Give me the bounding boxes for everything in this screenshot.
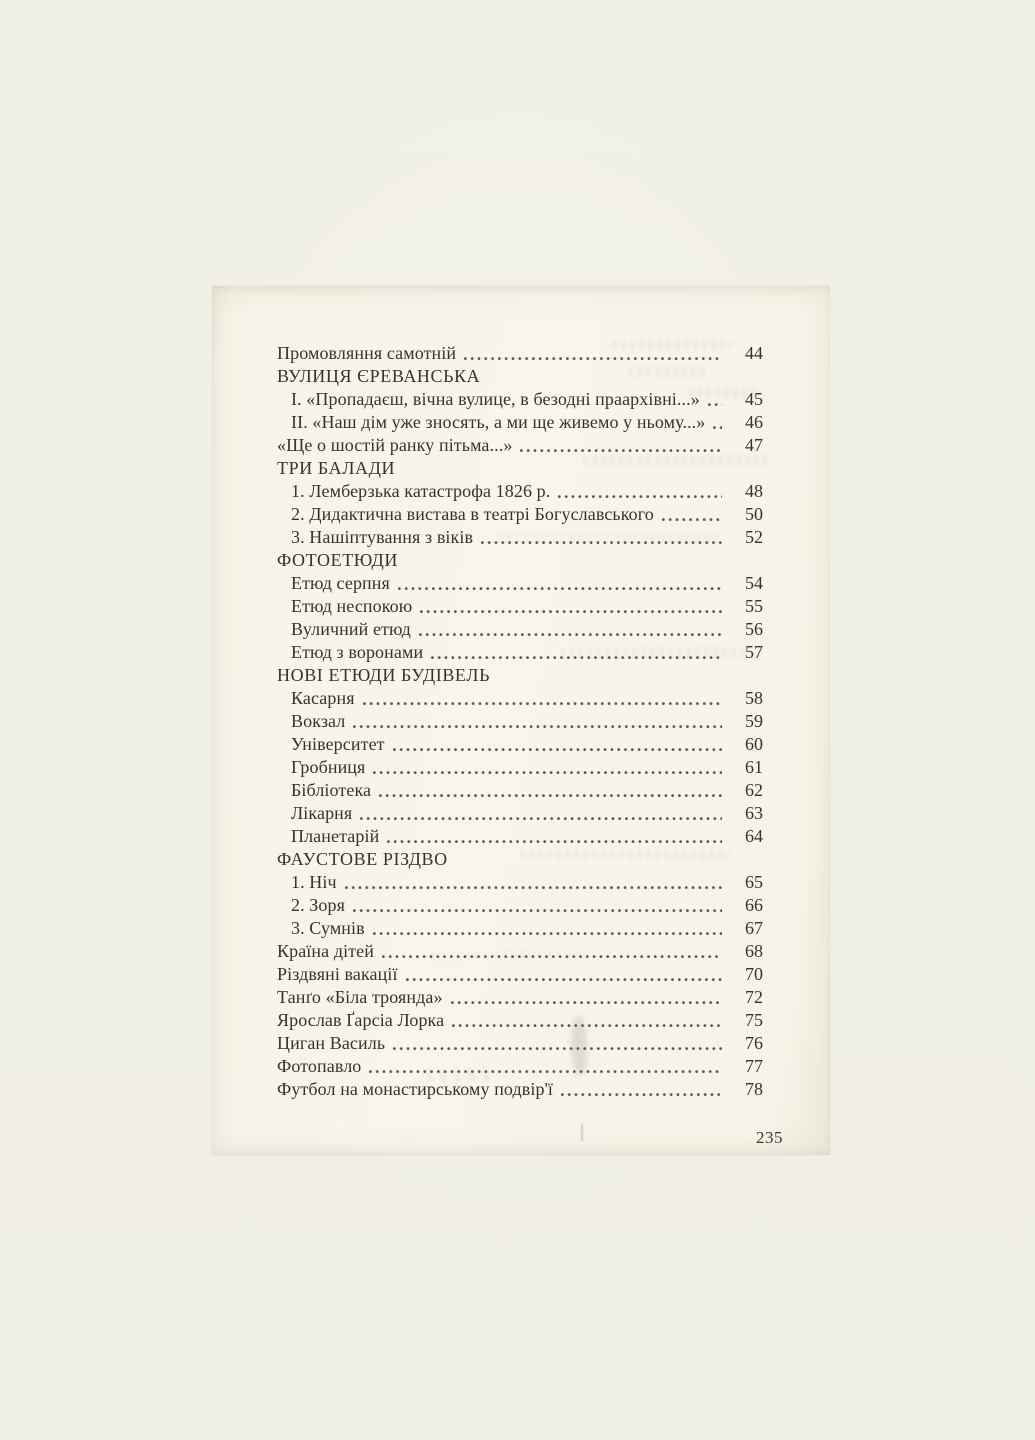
toc-entry-title: II. «Наш дім уже зносять, а ми ще живемо у ньому...»	[291, 412, 706, 432]
toc-entry-title: Вокзал	[291, 711, 346, 731]
toc-entry-page: 58	[745, 688, 763, 708]
dot-leader	[451, 1000, 722, 1005]
toc-entry-page: 50	[745, 504, 763, 524]
dot-leader	[419, 632, 722, 637]
toc-section-title: ВУЛИЦЯ ЄРЕВАНСЬКА	[277, 366, 481, 386]
toc-entry-page: 61	[745, 757, 763, 777]
dot-leader	[379, 793, 722, 798]
dot-leader	[713, 425, 722, 430]
toc-entry-title: Етюд з воронами	[291, 642, 424, 662]
toc-entry	[277, 963, 763, 986]
dot-leader	[373, 931, 722, 936]
toc-entry-page: 54	[745, 573, 763, 593]
dot-leader	[431, 655, 722, 660]
toc-entry	[277, 1009, 763, 1032]
toc-entry-page: 59	[745, 711, 763, 731]
toc-entry-title: Країна дітей	[277, 941, 374, 961]
toc-entry-title: Футбол на монастирському подвір'ї	[277, 1079, 554, 1099]
toc-entry-title: Циган Василь	[277, 1033, 386, 1053]
toc-entry	[277, 342, 763, 365]
toc-entry	[277, 618, 763, 641]
toc-entry-page: 55	[745, 596, 763, 616]
toc-entry	[277, 871, 763, 894]
toc-section-heading	[277, 848, 763, 871]
toc-entry-page: 52	[745, 527, 763, 547]
dot-leader	[520, 448, 722, 453]
dot-leader	[387, 839, 722, 844]
toc-entry	[277, 434, 763, 457]
toc-section-title: НОВІ ЕТЮДИ БУДІВЕЛЬ	[277, 665, 491, 685]
toc-entry-title: Етюд неспокою	[291, 596, 413, 616]
toc-section-title: ТРИ БАЛАДИ	[277, 458, 396, 478]
dot-leader	[420, 609, 722, 614]
toc-entry-page: 72	[745, 987, 763, 1007]
toc-entry-title: Вуличний етюд	[291, 619, 411, 639]
dot-leader	[558, 494, 722, 499]
toc-entry-title: Різдвяні вакації	[277, 964, 398, 984]
toc-entry-page: 60	[745, 734, 763, 754]
toc-entry-title: Касарня	[291, 688, 355, 708]
toc-entry	[277, 480, 763, 503]
toc-entry	[277, 1078, 763, 1101]
toc-entry-page: 46	[745, 412, 763, 432]
dot-leader	[464, 356, 722, 361]
toc-entry-page: 68	[745, 941, 763, 961]
toc-entry	[277, 411, 763, 434]
dot-leader	[481, 540, 722, 545]
toc-entry	[277, 917, 763, 940]
toc-entry-title: 3. Нашіптування з віків	[291, 527, 474, 547]
toc-entry	[277, 526, 763, 549]
toc-entry-page: 48	[745, 481, 763, 501]
toc-entry	[277, 894, 763, 917]
toc-entry-title: Бібліотека	[291, 780, 372, 800]
toc-entry-page: 63	[745, 803, 763, 823]
toc-entry-title: Ярослав Ґарсіа Лорка	[277, 1010, 445, 1030]
toc-entry	[277, 1032, 763, 1055]
toc-section-title: ФОТОЕТЮДИ	[277, 550, 399, 570]
toc-entry-title: I. «Пропадаєш, вічна вулице, в безодні праархівні...»	[291, 389, 700, 409]
dot-leader	[561, 1092, 722, 1097]
dot-leader	[369, 1069, 722, 1074]
toc-entry-page: 56	[745, 619, 763, 639]
dot-leader	[382, 954, 722, 959]
toc-entry-page: 77	[745, 1056, 763, 1076]
toc-entry	[277, 825, 763, 848]
dot-leader	[393, 747, 722, 752]
toc-section-heading	[277, 365, 763, 388]
toc-entry-page: 65	[745, 872, 763, 892]
toc-entry-page: 70	[745, 964, 763, 984]
toc-entry-page: 78	[745, 1079, 763, 1099]
dot-leader	[452, 1023, 722, 1028]
dot-leader	[708, 402, 722, 407]
toc-entry	[277, 733, 763, 756]
toc-entry	[277, 779, 763, 802]
dot-leader	[360, 816, 722, 821]
dot-leader	[373, 770, 722, 775]
toc-entry-title: Університет	[291, 734, 385, 754]
toc-entry-title: 2. Зоря	[291, 895, 345, 915]
toc-entry-title: Планетарій	[291, 826, 380, 846]
toc-entry	[277, 940, 763, 963]
toc-entry-page: 62	[745, 780, 763, 800]
toc-entry-title: Фотопавло	[277, 1056, 362, 1076]
toc-section-title: ФАУСТОВЕ РІЗДВО	[277, 849, 448, 869]
toc-entry-title: 2. Дидактична вистава в театрі Богуславського	[291, 504, 654, 524]
toc-entry	[277, 641, 763, 664]
toc-entry	[277, 572, 763, 595]
toc-entry	[277, 503, 763, 526]
toc-entry	[277, 388, 763, 411]
toc-entry-title: Промовляння самотній	[277, 343, 457, 363]
toc-entry-title: 3. Сумнів	[291, 918, 365, 938]
toc-entry	[277, 802, 763, 825]
toc-entry	[277, 756, 763, 779]
toc-entry-page: 64	[745, 826, 763, 846]
table-of-contents	[277, 342, 763, 1101]
toc-entry-title: 1. Лемберзька катастрофа 1826 р.	[291, 481, 551, 501]
dot-leader	[345, 885, 722, 890]
toc-entry	[277, 687, 763, 710]
dot-leader	[353, 908, 722, 913]
book-page	[212, 286, 830, 1155]
toc-entry-title: 1. Ніч	[291, 872, 337, 892]
toc-entry	[277, 595, 763, 618]
toc-entry-page: 47	[745, 435, 763, 455]
dot-leader	[393, 1046, 722, 1051]
toc-entry-title: «Ще о шостій ранку пітьма...»	[277, 435, 513, 455]
toc-entry-page: 57	[745, 642, 763, 662]
toc-entry-title: Танґо «Біла троянда»	[277, 987, 443, 1007]
toc-entry	[277, 986, 763, 1009]
toc-entry	[277, 710, 763, 733]
toc-entry-page: 44	[745, 343, 763, 363]
dot-leader	[662, 517, 722, 522]
dot-leader	[398, 586, 722, 591]
toc-section-heading	[277, 549, 763, 572]
toc-entry-page: 75	[745, 1010, 763, 1030]
toc-entry-title: Гробниця	[291, 757, 366, 777]
toc-entry	[277, 1055, 763, 1078]
dot-leader	[353, 724, 722, 729]
toc-entry-page: 66	[745, 895, 763, 915]
page-number-folio: 235	[756, 1128, 783, 1147]
toc-entry-title: Лікарня	[291, 803, 353, 823]
toc-entry-page: 67	[745, 918, 763, 938]
toc-section-heading	[277, 457, 763, 480]
dot-leader	[363, 701, 722, 706]
toc-entry-page: 76	[745, 1033, 763, 1053]
toc-entry-page: 45	[745, 389, 763, 409]
dot-leader	[406, 977, 722, 982]
crease-mark	[581, 1124, 583, 1141]
toc-entry-title: Етюд серпня	[291, 573, 390, 593]
toc-section-heading	[277, 664, 763, 687]
